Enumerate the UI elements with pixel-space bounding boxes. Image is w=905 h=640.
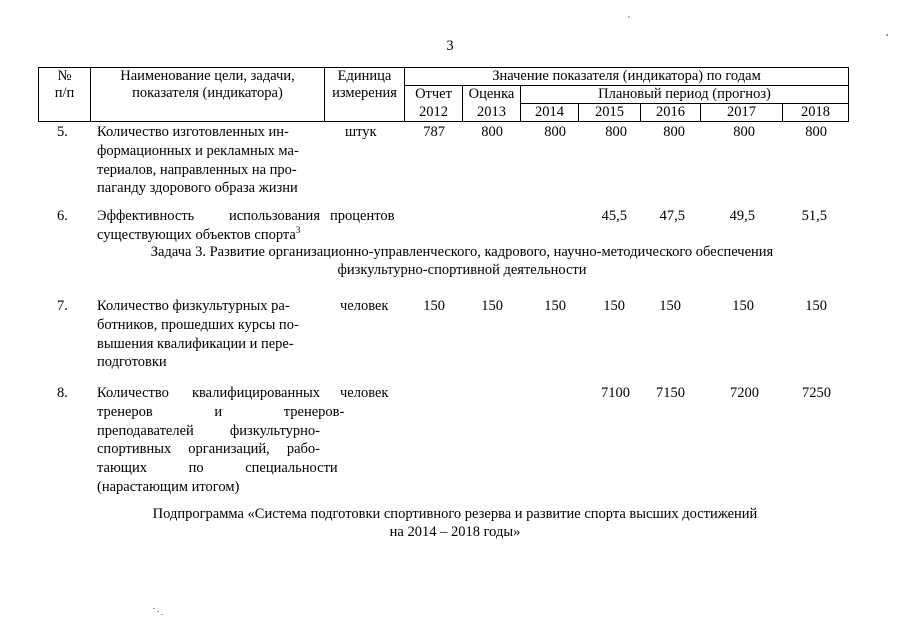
row-unit: процентов <box>330 208 395 224</box>
row-number: 8. <box>57 385 68 401</box>
header-name-line1: Наименование цели, задачи, <box>120 68 295 84</box>
row-value: 51,5 <box>801 208 827 224</box>
header-unit-line1: Единица <box>337 68 392 84</box>
row-name <box>97 123 320 198</box>
scan-speck <box>628 16 630 18</box>
header-bottom-border <box>38 121 848 122</box>
row-name-text: существующих объектов спорта <box>97 226 296 243</box>
header-year: 2013 <box>477 104 506 120</box>
row-value: 150 <box>732 298 754 314</box>
row-value: 45,5 <box>601 208 627 224</box>
header-year: 2018 <box>801 104 830 120</box>
header-unit-line2: измерения <box>332 85 397 101</box>
row-name-line: ботников, прошедших курсы по- <box>97 316 299 333</box>
row-value: 800 <box>663 124 685 140</box>
scan-speck <box>157 611 159 612</box>
row-unit: штук <box>345 124 377 140</box>
header-border-right <box>848 67 849 122</box>
scan-speck <box>161 614 163 615</box>
row-name-line: преподавателей физкультурно- <box>97 422 320 439</box>
row-name <box>97 207 320 245</box>
row-name-line: Количество изготовленных ин- <box>97 124 289 140</box>
row-value: 7150 <box>656 385 685 401</box>
row-name-line: тренеров и тренеров- <box>97 403 345 420</box>
header-estimate: Оценка <box>468 86 515 102</box>
row-name <box>97 297 320 372</box>
row-name-line: спортивных организаций, рабо- <box>97 441 320 458</box>
row-value: 800 <box>733 124 755 140</box>
row-value: 7250 <box>802 385 831 401</box>
header-plan-period: Плановый период (прогноз) <box>598 86 771 102</box>
task-heading-line2: физкультурно-спортивной деятельности <box>337 262 587 278</box>
row-number: 7. <box>57 298 68 314</box>
row-name-line: формационных и рекламных ма- <box>97 142 299 159</box>
row-value: 150 <box>603 298 625 314</box>
subprogram-heading-line2: на 2014 – 2018 годы» <box>389 524 521 540</box>
row-value: 800 <box>605 124 627 140</box>
header-name-line2: показателя (индикатора) <box>132 85 283 101</box>
task-heading-line1: Задача 3. Развитие организационно-управленческого, кадрового, научно-методического обеспечения <box>150 244 774 260</box>
header-year: 2012 <box>419 104 448 120</box>
page-number: 3 <box>446 38 454 54</box>
scan-speck <box>153 608 155 609</box>
row-name <box>97 384 345 497</box>
row-unit: человек <box>340 298 389 314</box>
row-name-line: Количество квалифицированных <box>97 385 320 401</box>
row-value: 49,5 <box>729 208 755 224</box>
footnote-marker: 3 <box>295 224 301 235</box>
header-num: № <box>57 68 72 84</box>
row-name-line: тающих по специальности <box>97 460 338 477</box>
row-name-line: (нарастающим итогом) <box>97 478 240 495</box>
row-value: 150 <box>659 298 681 314</box>
row-value: 150 <box>481 298 503 314</box>
row-name-line: Количество физкультурных ра- <box>97 298 290 314</box>
row-unit: человек <box>340 385 389 401</box>
row-value: 787 <box>423 124 445 140</box>
header-num-sub: п/п <box>54 85 75 101</box>
header-value-group: Значение показателя (индикатора) по годам <box>492 68 761 84</box>
subprogram-heading-line1: Подпрограмма «Система подготовки спортивного резерва и развитие спорта высших достижений <box>152 506 758 522</box>
row-value: 7100 <box>601 385 630 401</box>
row-name-line: паганду здорового образа жизни <box>97 180 298 197</box>
row-value: 47,5 <box>659 208 685 224</box>
row-value: 800 <box>805 124 827 140</box>
row-value: 7200 <box>730 385 759 401</box>
row-value: 150 <box>544 298 566 314</box>
row-value: 150 <box>423 298 445 314</box>
header-year: 2016 <box>656 104 685 120</box>
row-number: 5. <box>57 124 68 140</box>
row-name-line: подготовки <box>97 354 167 371</box>
row-value: 800 <box>481 124 503 140</box>
row-value: 800 <box>544 124 566 140</box>
header-report: Отчет <box>415 86 452 102</box>
row-name-line: териалов, направленных на про- <box>97 161 297 178</box>
header-year: 2014 <box>535 104 564 120</box>
row-name-line: вышения квалификации и пере- <box>97 335 294 352</box>
row-name-line: Эффективность использования <box>97 208 320 224</box>
row-name-line <box>97 226 320 245</box>
row-value: 150 <box>805 298 827 314</box>
header-year: 2015 <box>595 104 624 120</box>
row-number: 6. <box>57 208 68 224</box>
header-year: 2017 <box>727 104 756 120</box>
scan-speck <box>886 34 888 36</box>
